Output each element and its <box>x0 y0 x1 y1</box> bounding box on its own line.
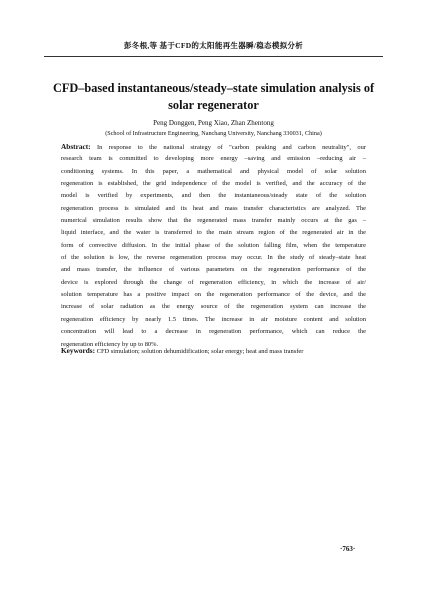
abstract-line-15: regeneration efficiency by nearly 1.5 times. The increase in air moisture content and solution <box>61 315 366 323</box>
abstract <box>61 141 366 351</box>
abstract-line-5: model is verified by experiments, and then the instantaneous/steady state of the solution <box>61 192 366 200</box>
abstract-line-text: In response to the national strategy of "carbon peaking and carbon neutrality", our <box>90 144 366 151</box>
keywords <box>61 345 366 358</box>
abstract-label: Abstract: <box>61 142 91 151</box>
keywords-text: CFD simulation; solution dehumidification; solar energy; heat and mass transfer <box>95 348 304 355</box>
abstract-line-10: of the solution is low, the reverse regeneration process may occur. In the study of steady–state heat <box>61 254 366 262</box>
affiliation: (School of Infrastructure Engineering, Nanchang University, Nanchang 330031, China) <box>105 130 322 137</box>
abstract-line-7: numerical simulation results show that the regenerated mass transfer mainly occurs at the gas – <box>61 217 366 225</box>
abstract-line-1 <box>61 141 366 153</box>
abstract-line-8: liquid interface, and the water is transferred to the main stream region of the regenerated air in the <box>61 229 366 237</box>
page-number: ·763· <box>340 545 356 553</box>
header-divider <box>44 56 383 57</box>
abstract-line-16: concentration will lead to a decrease in regeneration performance, which can reduce the <box>61 328 366 336</box>
paper-title-line-2: solar regenerator <box>168 98 259 112</box>
abstract-line-9: form of convective diffusion. In the initial phase of the solution falling film, when the temperature <box>61 241 366 249</box>
abstract-line-2: research team is committed to developing more energy –saving and emission –reducing air – <box>61 155 366 163</box>
abstract-line-14: increase of solar radiation as the energy source of the regeneration system can increase the <box>61 303 366 311</box>
paper-title <box>40 80 387 114</box>
abstract-line-6: regeneration process is simulated and its heat and mass transfer characteristics are analyzed. The <box>61 204 366 212</box>
abstract-line-13: solution temperature has a positive impact on the regeneration performance of the device, and the <box>61 291 366 299</box>
abstract-line-17: regeneration efficiency by up to 80%. <box>61 340 159 348</box>
abstract-line-3: conditioning systems. In this paper, a mathematical and physical model of solar solution <box>61 167 366 175</box>
keywords-label: Keywords: <box>61 346 96 355</box>
abstract-line-12: device is explored through the change of regeneration efficiency, in which the increase of air/ <box>61 278 366 286</box>
author-list: Peng Donggen, Peng Xiao, Zhan Zhentong <box>153 119 274 127</box>
abstract-line-11: and mass transfer, the influence of various parameters on the regeneration performance of the <box>61 266 366 274</box>
abstract-line-4: regeneration is established, the grid independence of the model is verified, and the accuracy of the <box>61 180 366 188</box>
running-head: 彭冬根,等 基于CFD的太阳能再生器瞬/稳态模拟分析 <box>123 41 304 50</box>
paper-title-line-1: CFD–based instantaneous/steady–state simulation analysis of <box>52 81 375 95</box>
